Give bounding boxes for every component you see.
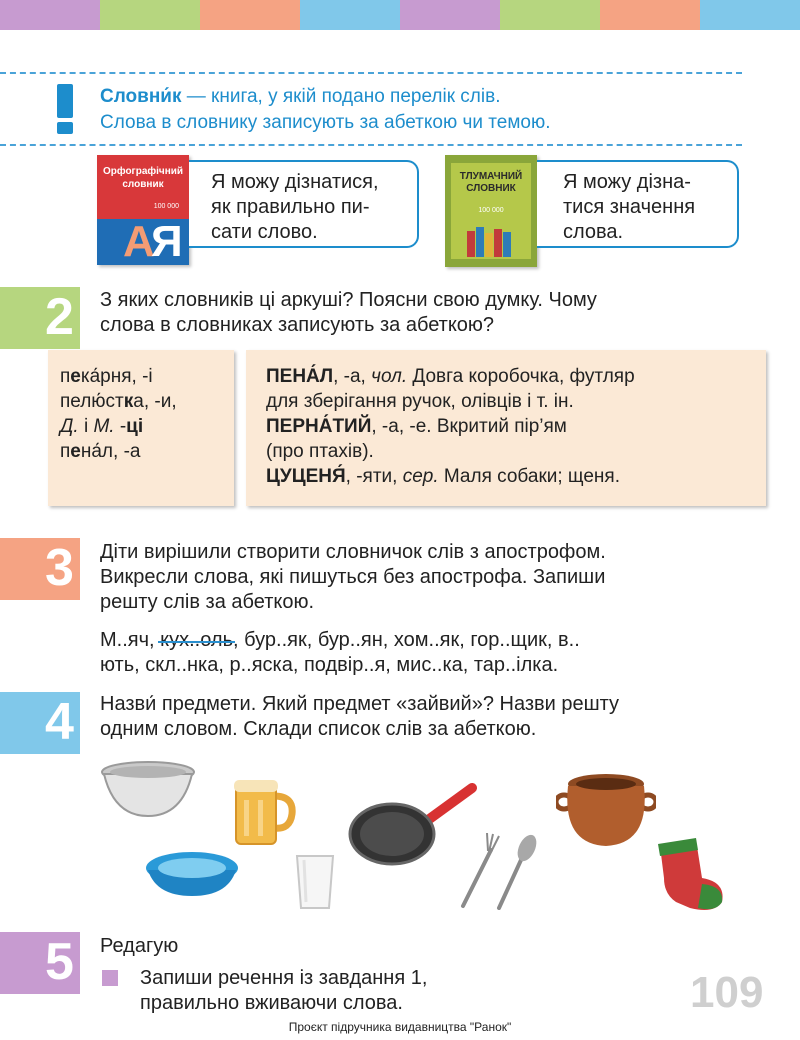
task-4-text: Назви́ предмети. Який предмет «зайвий»? Назви решту одним словом. Склади список слів за абеткою. [100,693,620,740]
task-number: 5 [45,933,74,991]
bullet-square [102,970,118,986]
metal-bowl-image [100,760,196,820]
task-5-text: Запиши речення із завдання 1, правильно вживаючи слова. [140,967,428,1014]
orthographic-caption: Я можу дізнатися, як правильно пи- сати слово. [189,160,419,248]
task-number: 3 [45,539,74,597]
sock-image [650,838,730,916]
blue-bowl-image [142,850,242,900]
fork-and-spoon-image [455,830,545,910]
task-4-number-tab [0,692,80,754]
definition-term: Словни́к [100,86,182,107]
task-2-number-tab [0,287,80,349]
task-3-text: Діти вирішили створити словничок слів з апострофом. Викресли слова, які пишуться без апострофа. Запиши решту слів за абеткою. [100,541,606,613]
page-number: 109 [690,968,764,1017]
explanatory-dictionary-book: ТЛУМАЧНИЙ СЛОВНИК 100 000 [445,155,537,267]
task-number: 2 [45,288,74,346]
task-5-number-tab [0,932,80,994]
orthographic-sheet: пека́рня, -і пелю́стка, -и, Д. і М. -ці пена́л, -а [48,350,234,506]
task-3-word-list: М..яч, кух..оль, бур..як, бур..ян, хом..як, гор..щик, в.. ють, скл..нка, р..яска, подвір..я, мис..ка, тар..ілка. [100,629,580,676]
task-number: 4 [45,693,74,751]
books-icon [467,227,517,257]
task-3-number-tab [0,538,80,600]
glass-image [294,852,336,912]
crossed-out-word: кух..оль [160,629,234,651]
beer-mug-image [232,778,296,846]
footer-note: Проєкт підручника видавництва "Ранок" [288,1020,512,1034]
definition-text: Словни́к — книга, у якій подано перелік слів. Слова в словнику записують за абеткою чи темою. [100,86,551,133]
orthographic-dictionary-book: Орфографічний словник 100 000 А Я [97,155,189,265]
dashed-rule-bottom [0,144,742,146]
clay-pot-image [556,770,656,850]
explanatory-sheet: ПЕНА́Л, -а, чол. Довга коробочка, футляр для зберігання ручок, олівців і т. ін. ПЕРНА́ТИЙ, -а, -е. Вкритий пір’ям (про птахів). ЦУЦЕНЯ́, -яти, сер. Маля собаки; щеня. [246,350,766,506]
task-5-heading: Редагую [100,935,179,957]
top-color-bar [0,0,800,30]
task-2-text: З яких словників ці аркуші? Поясни свою думку. Чому слова в словниках записують за абеткою? [100,289,597,336]
exclamation-icon [52,84,78,136]
dashed-rule-top [0,72,742,74]
explanatory-caption: Я можу дізна- тися значення слова. [537,160,739,248]
